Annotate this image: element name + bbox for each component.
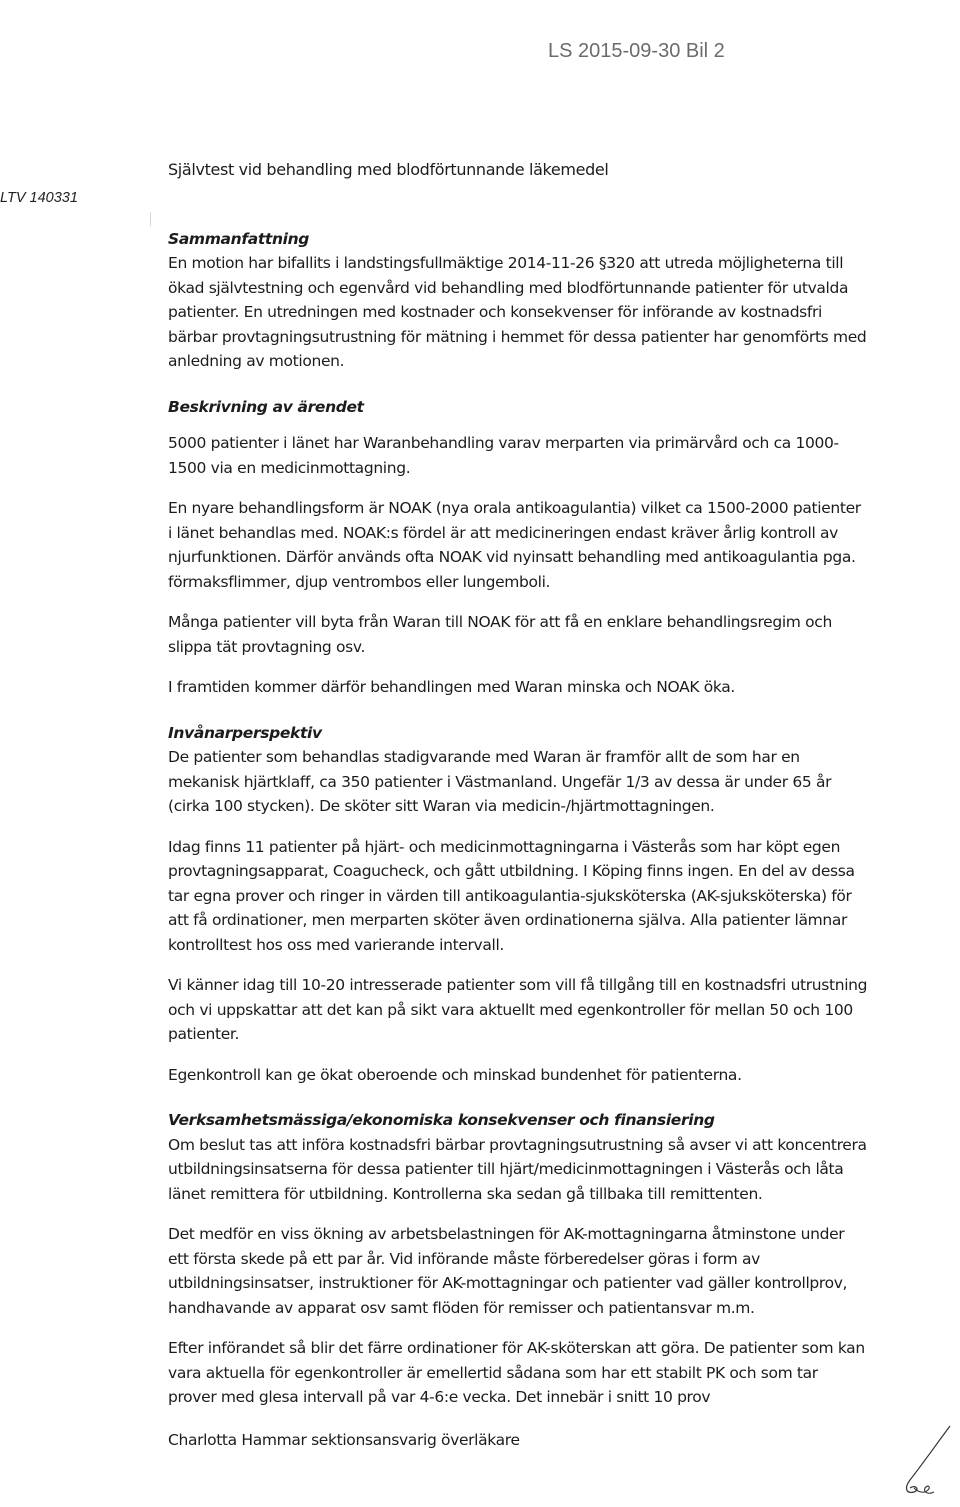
paragraph: Vi känner idag till 10-20 intresserade patienter som vill få tillgång till en kostnadsfri utrustning och vi uppskattar att det kan på sikt vara aktuellt med egenkontroller för mellan 50 och 100 patienter.	[168, 976, 868, 1043]
paragraph: Det medför en viss ökning av arbetsbelastningen för AK-mottagningarna åtminstone under ett första skede på ett par år. Vid införande måste förberedelser göras i form av utbildningsinsatser, instruktioner för AK-mottagningar och patienter vad gäller kontrollprov, handhavande av apparat osv samt flöden för remisser och patientansvar m.m.	[168, 1225, 848, 1317]
paragraph: En motion har bifallits i landstingsfullmäktige 2014-11-26 §320 att utreda möjligheterna till ökad självtestning och egenvård vid behandling med blodförtunnande patienter för utvalda patienter. En utredningen med kostnader och konsekvenser för införande av kostnadsfri bärbar provtagningsutrustning för mätning i hemmet för dessa patienter har genomförts med anledning av motionen.	[168, 254, 867, 370]
document-id: LTV 140331	[0, 190, 78, 206]
paragraph: Många patienter vill byta från Waran till NOAK för att få en enklare behandlingsregim och slippa tät provtagning osv.	[168, 613, 832, 656]
paragraph: Efter införandet så blir det färre ordinationer för AK-sköterskan att göra. De patienter som kan vara aktuella för egenkontroller är emellertid sådana som har ett stabilt PK och som tar prover med glesa intervall på var 4-6:e vecka. Det innebär i snitt 10 prov	[168, 1339, 865, 1406]
paragraph: Egenkontroll kan ge ökat oberoende och minskad bundenhet för patienterna.	[168, 1065, 742, 1084]
paragraph: Idag finns 11 patienter på hjärt- och medicinmottagningarna i Västerås som har köpt egen provtagningsapparat, Coagucheck, och gått utbildning. I Köping finns ingen. En del av dessa tar egna prover och ringer in värden till antikoagulantia-sjuksköterska (AK-sjuksköterska) för att få ordinationer, men merparten sköter även ordinationerna själva. Alla patienter lämnar kontrolltest hos oss med varierande intervall.	[168, 837, 855, 954]
paragraph: De patienter som behandlas stadigvarande med Waran är framför allt de som har en mekanisk hjärtklaff, ca 350 patienter i Västmanland. Ungefär 1/3 av dessa är under 65 år (cirka 100 stycken). De sköter sitt Waran via medicin-/hjärtmottagningen.	[168, 748, 832, 815]
heading-beskrivning: Beskrivning av ärendet	[168, 397, 364, 416]
heading-invanarperspektiv: Invånarperspektiv	[168, 723, 322, 742]
paragraph: I framtiden kommer därför behandlingen med Waran minska och NOAK öka.	[168, 678, 735, 696]
author-line: Charlotta Hammar sektionsansvarig överläkare	[168, 1430, 520, 1449]
paragraph: 5000 patienter i länet har Waranbehandling varav merparten via primärvård och ca 1000-1500 via en medicinmottagning.	[168, 434, 839, 477]
document-title: Självtest vid behandling med blodförtunnande läkemedel	[168, 160, 609, 179]
margin-mark	[150, 212, 151, 226]
heading-konsekvenser: Verksamhetsmässiga/ekonomiska konsekvenser och finansiering	[168, 1111, 715, 1129]
heading-sammanfattning: Sammanfattning	[168, 229, 310, 248]
handwritten-signature	[898, 1422, 958, 1502]
document-body	[168, 158, 868, 1452]
paragraph: Om beslut tas att införa kostnadsfri bärbar provtagningsutrustning så avser vi att koncentrera utbildningsinsatserna för dessa patienter till hjärt/medicinmottagningen i Västerås och låta länet remittera för utbildning. Kontrollerna ska sedan gå tillbaka till remittenten.	[168, 1135, 867, 1203]
document-stamp: LS 2015-09-30 Bil 2	[548, 40, 725, 62]
paragraph: En nyare behandlingsform är NOAK (nya orala antikoagulantia) vilket ca 1500-2000 patienter i länet behandlas med. NOAK:s fördel är att medicineringen endast kräver årlig kontroll av njurfunktionen. Därför används ofta NOAK vid nyinsatt behandling med antikoagulantia pga. förmaksflimmer, djup ventrombos eller lungemboli.	[168, 499, 861, 591]
